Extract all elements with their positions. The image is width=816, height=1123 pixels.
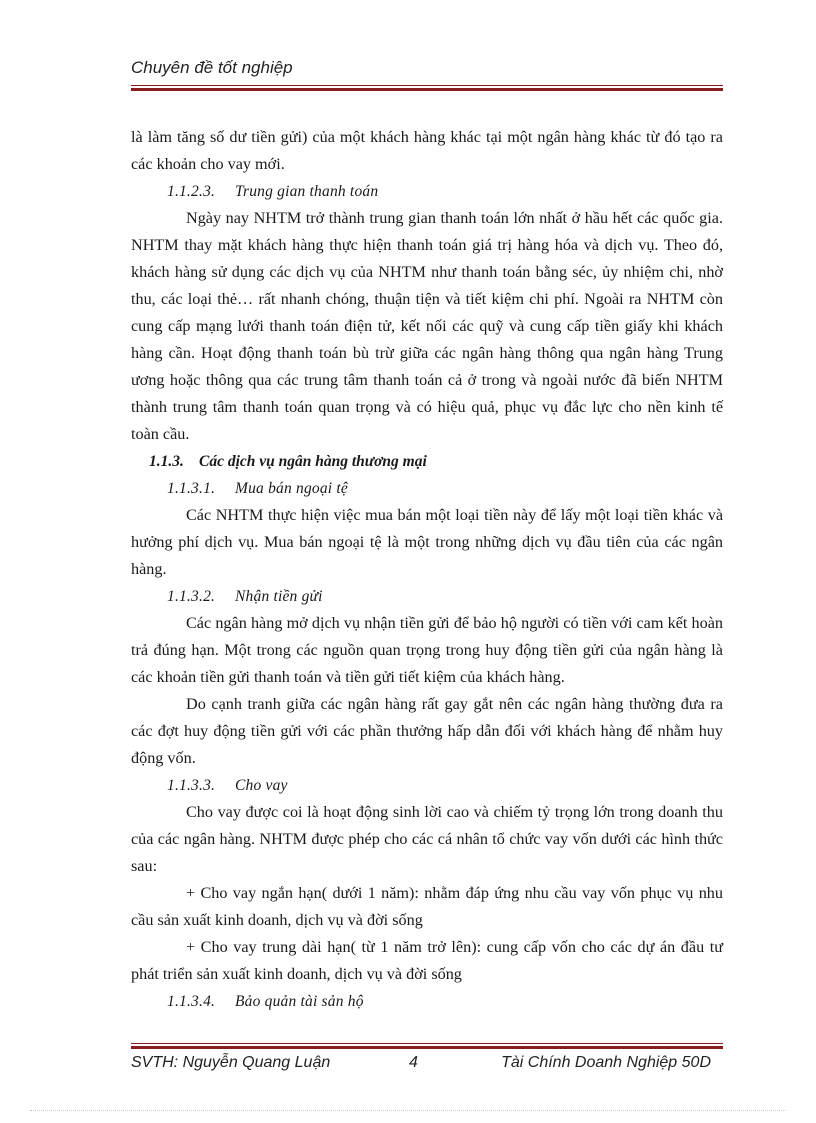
heading-title: Trung gian thanh toán (235, 183, 379, 200)
page-number: 4 (409, 1054, 418, 1071)
heading-1-1-3-3 (131, 772, 723, 799)
heading-1-1-3 (131, 448, 723, 475)
page-content (131, 124, 723, 1015)
paragraph-deposits-2: Do cạnh tranh giữa các ngân hàng rất gay gắt nên các ngân hàng thường đưa ra các đợt huy động tiền gửi với các phần thưởng hấp dẫn đối với khách hàng để nhằm huy động vốn. (131, 695, 723, 767)
heading-title: Mua bán ngoại tệ (235, 480, 348, 497)
paragraph-lending: Cho vay được coi là hoạt động sinh lời cao và chiếm tỷ trọng lớn trong doanh thu của các ngân hàng. NHTM được phép cho các cá nhân tổ chức vay vốn dưới các hình thức sau: (131, 803, 723, 875)
heading-title: Nhận tiền gửi (235, 588, 323, 605)
heading-number: 1.1.3.2. (167, 588, 216, 605)
page-boundary-line (30, 1110, 786, 1111)
footer-student: SVTH: Nguyễn Quang Luận (131, 1054, 331, 1071)
heading-1-1-3-2 (131, 583, 723, 610)
paragraph-continuation: là làm tăng số dư tiền gửi) của một khách hàng khác tại một ngân hàng khác từ đó tạo ra các khoản cho vay mới. (131, 128, 723, 173)
heading-number: 1.1.3.1. (167, 480, 216, 497)
paragraph-payment: Ngày nay NHTM trở thành trung gian thanh toán lớn nhất ở hầu hết các quốc gia. NHTM thay mặt khách hàng thực hiện thanh toán giá trị hàng hóa và dịch vụ. Theo đó, khách hàng sử dụng các dịch vụ của NHTM như thanh toán bằng séc, ủy nhiệm chi, nhờ thu, các loại thẻ… rất nhanh chóng, thuận tiện và tiết kiệm chi phí. Ngoài ra NHTM còn cung cấp mạng lưới thanh toán điện tử, kết nối các quỹ và cung cấp tiền giấy khi khách hàng cần. Hoạt động thanh toán bù trừ giữa các ngân hàng thông qua ngân hàng Trung ương hoặc thông qua các trung tâm thanh toán cả ở trong và ngoài nước đã biến NHTM thành trung tâm thanh toán quan trọng và có hiệu quả, phục vụ đắc lực cho nền kinh tế toàn cầu. (131, 209, 723, 443)
bullet-short-term-loan: + Cho vay ngắn hạn( dưới 1 năm): nhằm đáp ứng nhu cầu vay vốn phục vụ nhu cầu sản xuất kinh doanh, dịch vụ và đời sống (131, 884, 723, 929)
bullet-long-term-loan: + Cho vay trung dài hạn( từ 1 năm trở lên): cung cấp vốn cho các dự án đầu tư phát triển sản xuất kinh doanh, dịch vụ và đời sống (131, 938, 723, 983)
paragraph-foreign-exchange: Các NHTM thực hiện việc mua bán một loại tiền này để lấy một loại tiền khác và hưởng phí dịch vụ. Mua bán ngoại tệ là một trong những dịch vụ đầu tiên của các ngân hàng. (131, 506, 723, 578)
heading-1-1-2-3 (131, 178, 723, 205)
header-rule-thick (131, 88, 723, 91)
footer-rule-thick (131, 1046, 723, 1049)
header-title: Chuyên đề tốt nghiệp (131, 58, 293, 77)
heading-number: 1.1.3.4. (167, 993, 216, 1010)
heading-number: 1.1.3.3. (167, 777, 216, 794)
heading-1-1-3-4 (131, 988, 723, 1015)
heading-number: 1.1.3. (149, 453, 184, 470)
heading-number: 1.1.2.3. (167, 183, 216, 200)
header-rule-thin (131, 85, 723, 86)
heading-title: Các dịch vụ ngân hàng thương mại (199, 453, 427, 470)
heading-title: Bảo quản tài sản hộ (235, 993, 364, 1010)
footer-class: Tài Chính Doanh Nghiệp 50D (501, 1054, 711, 1071)
heading-title: Cho vay (235, 777, 288, 794)
heading-1-1-3-1 (131, 475, 723, 502)
footer-rule-thin (131, 1043, 723, 1044)
page-footer (131, 1054, 723, 1078)
paragraph-deposits-1: Các ngân hàng mở dịch vụ nhận tiền gửi để bảo hộ người có tiền với cam kết hoàn trả đúng hạn. Một trong các nguồn quan trọng trong huy động tiền gửi của ngân hàng là các khoản tiền gửi thanh toán và tiền gửi tiết kiệm của khách hàng. (131, 614, 723, 686)
